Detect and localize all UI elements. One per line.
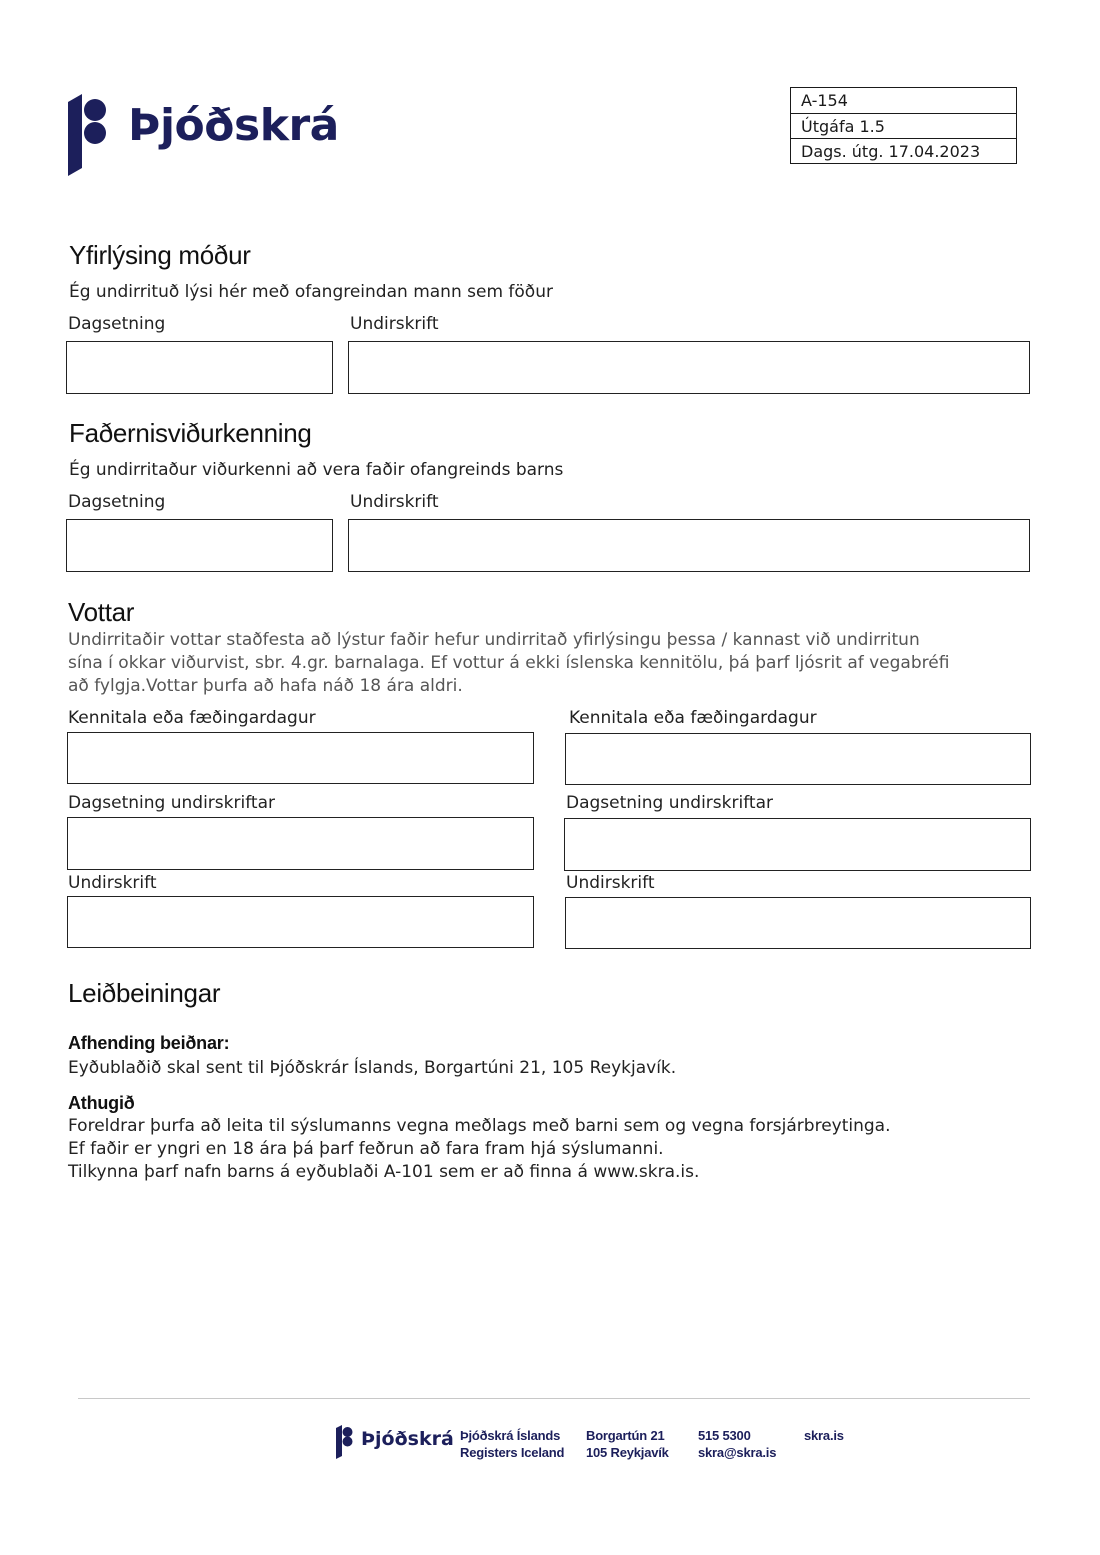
paternity-date-label: Dagsetning — [68, 492, 166, 512]
form-code: A-154 — [801, 91, 848, 110]
note-line: Tilkynna þarf nafn barns á eyðublaði A-101 sem er að finna á www.skra.is. — [68, 1162, 700, 1182]
delivery-heading: Afhending beiðnar: — [68, 1033, 230, 1053]
witness1-signature-label: Undirskrift — [68, 873, 157, 893]
footer-org-en: Registers Iceland — [460, 1445, 565, 1460]
witnesses-section-title: Vottar — [68, 597, 135, 627]
footer-org-is: Þjóðskrá Íslands — [460, 1428, 561, 1443]
mother-section-title: Yfirlýsing móður — [69, 240, 251, 270]
footer-city: 105 Reykjavík — [586, 1445, 669, 1460]
witness2-sign-date-field[interactable] — [564, 818, 1031, 871]
witness2-id-label: Kennitala eða fæðingardagur — [569, 708, 817, 728]
witness1-sign-date-field[interactable] — [67, 817, 534, 870]
witnesses-description — [68, 629, 968, 698]
witness1-id-field[interactable] — [67, 732, 534, 784]
footer-divider — [78, 1398, 1030, 1399]
mother-signature-field[interactable] — [348, 341, 1030, 394]
witness1-sign-date-label: Dagsetning undirskriftar — [68, 793, 275, 813]
logo-text: Þjóðskrá — [128, 100, 339, 151]
witnesses-description-line: að fylgja.Vottar þurfa að hafa náð 18 ára aldri. — [68, 676, 463, 696]
form-meta-box — [790, 87, 1017, 164]
form-issue-date: Dags. útg. 17.04.2023 — [791, 138, 1016, 163]
footer-street: Borgartún 21 — [586, 1428, 665, 1443]
note-line: Ef faðir er yngri en 18 ára þá þarf feðrun að fara fram hjá sýslumanni. — [68, 1139, 664, 1159]
paternity-signature-label: Undirskrift — [350, 492, 439, 512]
note-heading: Athugið — [68, 1093, 135, 1113]
paternity-date-field[interactable] — [66, 519, 333, 572]
witness2-signature-field[interactable] — [565, 897, 1031, 949]
note-line: Foreldrar þurfa að leita til sýslumanns vegna meðlags með barni sem og vegna forsjárbreytinga. — [68, 1116, 891, 1136]
footer-contact — [698, 1427, 776, 1461]
witness1-signature-field[interactable] — [67, 896, 534, 948]
witnesses-description-line: sína í okkar viðurvist, sbr. 4.gr. barnalaga. Ef vottur á ekki íslenska kennitölu, þá þarf ljósrit af vegabréfi — [68, 653, 950, 673]
mother-date-field[interactable] — [66, 341, 333, 394]
footer-phone: 515 5300 — [698, 1428, 751, 1443]
footer-logo-mark-icon — [336, 1425, 354, 1459]
witness2-sign-date-label: Dagsetning undirskriftar — [566, 793, 773, 813]
witnesses-description-line: Undirritaðir vottar staðfesta að lýstur faðir hefur undirritað yfirlýsingu þessa / kannast við undirritun — [68, 630, 920, 650]
witness1-id-label: Kennitala eða fæðingardagur — [68, 708, 316, 728]
paternity-statement: Ég undirritaður viðurkenni að vera faðir ofangreinds barns — [69, 460, 564, 480]
paternity-signature-field[interactable] — [348, 519, 1030, 572]
witness2-signature-label: Undirskrift — [566, 873, 655, 893]
mother-statement: Ég undirrituð lýsi hér með ofangreindan mann sem föður — [69, 282, 553, 302]
delivery-text: Eyðublaðið skal sent til Þjóðskrár Íslands, Borgartúni 21, 105 Reykjavík. — [68, 1058, 677, 1078]
footer-email[interactable]: skra@skra.is — [698, 1445, 777, 1460]
mother-signature-label: Undirskrift — [350, 314, 439, 334]
footer-website-link[interactable]: skra.is — [804, 1428, 844, 1443]
witness2-id-field[interactable] — [565, 733, 1031, 785]
mother-date-label: Dagsetning — [68, 314, 166, 334]
note-list — [68, 1115, 891, 1184]
footer-address — [586, 1427, 669, 1461]
logo-mark-icon — [68, 94, 116, 176]
instructions-section-title: Leiðbeiningar — [68, 978, 221, 1008]
paternity-section-title: Faðernisviðurkenning — [69, 418, 312, 448]
form-version: Útgáfa 1.5 — [791, 113, 1016, 138]
footer-organization — [460, 1427, 564, 1461]
footer-logo-text: Þjóðskrá — [361, 1428, 454, 1450]
